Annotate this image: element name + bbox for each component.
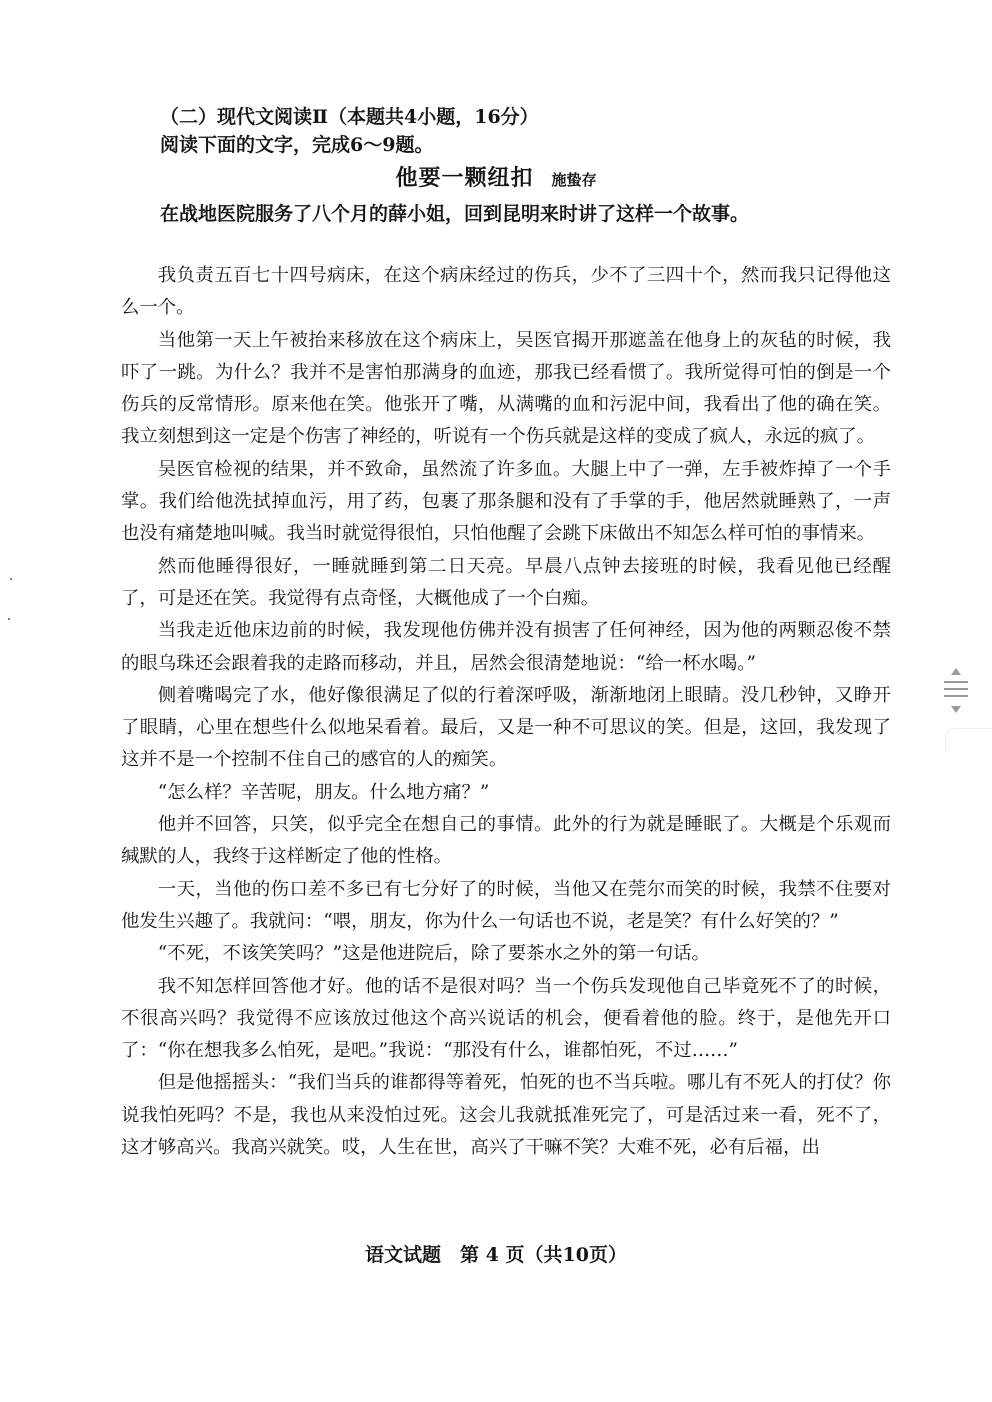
- page-footer: 语文试题 第 4 页（共10页）: [365, 1244, 627, 1266]
- paragraph: 当他第一天上午被抬来移放在这个病床上，吴医官揭开那遮盖在他身上的灰毡的时候，我吓了一跳。为什么？我并不是害怕那满身的血迹，那我已经看惯了。我所觉得可怕的倒是一个伤兵的反常情形。原来他在笑。他张开了嘴，从满嘴的血和污泥中间，我看出了他的确在笑。我立刻想到这一定是个伤害了神经的，听说有一个伤兵就是这样的变成了疯人，永远的疯了。: [121, 329, 891, 448]
- paragraph: 他并不回答，只笑，似乎完全在想自己的事情。此外的行为就是睡眠了。大概是个乐观而缄默的人，我终于这样断定了他的性格。: [121, 814, 891, 868]
- paragraph: 吴医官检视的结果，并不致命，虽然流了许多血。大腿上中了一弹，左手被炸掉了一个手掌。我们给他洗拭掉血污，用了药，包裹了那条腿和没有了手掌的手，他居然就睡熟了，一声也没有痛楚地叫喊。我当时就觉得很怕，只怕他醒了会跳下床做出不知怎么样可怕的事情来。: [121, 458, 891, 545]
- paragraph: 但是他摇摇头：“我们当兵的谁都得等着死，怕死的也不当兵啦。哪儿有不死人的打仗？你说我怕死吗？不是，我也从来没怕过死。这会儿我就抵准死完了，可是活过来一看，死不了，这才够高兴。我高兴就笑。哎，人生在世，高兴了干嘛不笑？大难不死，必有后福，出: [121, 1072, 891, 1159]
- intro-line: 在战地医院服务了八个月的薛小姐，回到昆明来时讲了这样一个故事。: [160, 203, 750, 225]
- paragraph: 然而他睡得很好，一睡就睡到第二日天亮。早晨八点钟去接班的时候，我看见他已经醒了，可是还在笑。我觉得有点奇怪，大概他成了一个白痴。: [121, 555, 891, 609]
- article-title: 他要一颗纽扣: [395, 165, 534, 191]
- section-heading: （二）现代文阅读Ⅱ（本题共4小题，16分）: [160, 106, 539, 128]
- scroll-up-icon[interactable]: [951, 668, 961, 675]
- title-line: [0, 161, 992, 192]
- scroll-down-icon[interactable]: [951, 706, 961, 713]
- side-tab-edge: [945, 728, 992, 751]
- article-author: 施蛰存: [551, 171, 597, 189]
- grip-line-icon: [944, 695, 968, 697]
- paragraph: 我不知怎样回答他才好。他的话不是很对吗？当一个伤兵发现他自己毕竟死不了的时候，不很高兴吗？我觉得不应该放过他这个高兴说话的机会，便看着他的脸。终于，是他先开口了：“你在想我多么怕死，是吧。”我说：“那没有什么，谁都怕死，不过……”: [121, 975, 891, 1062]
- instruction-text: 阅读下面的文字，完成6～9题。: [160, 134, 434, 156]
- page-scroll-handle[interactable]: [938, 664, 974, 718]
- grip-line-icon: [944, 688, 968, 690]
- paragraph: 侧着嘴喝完了水，他好像很满足了似的行着深呼吸，渐渐地闭上眼睛。没几秒钟，又睁开了眼睛，心里在想些什么似地呆看着。最后，又是一种不可思议的笑。但是，这回，我发现了这并不是一个控制不住自己的感官的人的痴笑。: [121, 684, 891, 771]
- paragraph: 我负责五百七十四号病床，在这个病床经过的伤兵，少不了三四十个，然而我只记得他这么一个。: [121, 265, 891, 319]
- paragraph: “不死，不该笑笑吗？”这是他进院后，除了要茶水之外的第一句话。: [157, 943, 710, 965]
- article-body: [121, 260, 891, 1164]
- paragraph: 一天，当他的伤口差不多已有七分好了的时候，当他又在莞尔而笑的时候，我禁不住要对他发生兴趣了。我就问：“喂，朋友，你为什么一句话也不说，老是笑？有什么好笑的？”: [121, 878, 891, 932]
- scan-speck: [10, 578, 12, 580]
- paragraph: 当我走近他床边前的时候，我发现他仿佛并没有损害了任何神经，因为他的两颗忍俊不禁的眼乌珠还会跟着我的走路而移动，并且，居然会很清楚地说：“给一杯水喝。”: [121, 620, 891, 674]
- paragraph: “怎么样？辛苦呢，朋友。什么地方痛？”: [157, 781, 490, 803]
- grip-line-icon: [944, 681, 968, 683]
- scan-speck: [8, 618, 10, 620]
